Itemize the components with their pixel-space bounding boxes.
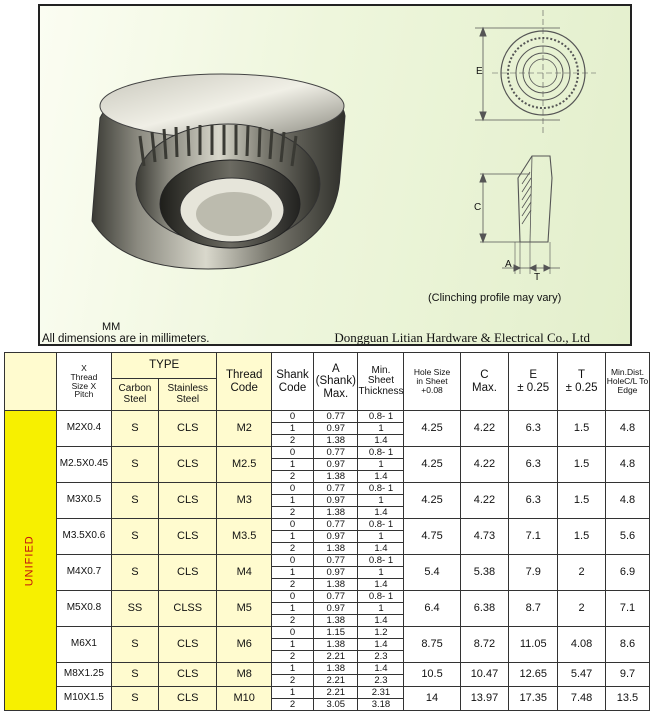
shank-a-cell: 0.97	[314, 495, 358, 507]
stainless-steel-cell: CLS	[159, 555, 217, 591]
shank-code-cell: 2	[271, 651, 313, 663]
c-max-cell: 4.22	[460, 447, 509, 483]
carbon-steel-cell: S	[111, 519, 158, 555]
header-a: A (Shank) Max.	[314, 353, 358, 411]
shank-a-cell: 0.97	[314, 423, 358, 435]
thread-size-cell: M4X0.7	[57, 555, 112, 591]
shank-a-cell: 0.97	[314, 459, 358, 471]
header-c: C Max.	[460, 353, 509, 411]
header-min-dist: Min.Dist. HoleC/L To Edge	[605, 353, 649, 411]
stainless-steel-cell: CLSS	[159, 591, 217, 627]
shank-code-cell: 0	[271, 483, 313, 495]
min-sheet-cell: 0.8- 1	[358, 447, 404, 459]
unified-side-label	[5, 411, 57, 711]
shank-a-cell: 0.77	[314, 411, 358, 423]
thread-size-cell: M2.5X0.45	[57, 447, 112, 483]
table-row	[5, 483, 650, 495]
stainless-steel-cell: CLS	[159, 687, 217, 711]
thread-code-cell: M5	[217, 591, 271, 627]
table-row	[5, 687, 650, 699]
units-note: All dimensions are in millimeters.	[42, 333, 210, 345]
shank-a-cell: 2.21	[314, 651, 358, 663]
shank-a-cell: 1.38	[314, 507, 358, 519]
c-max-cell: 13.97	[460, 687, 509, 711]
carbon-steel-cell: S	[111, 687, 158, 711]
shank-code-cell: 1	[271, 603, 313, 615]
thread-size-cell: M10X1.5	[57, 687, 112, 711]
thread-code-cell: M2.5	[217, 447, 271, 483]
hole-size-cell: 10.5	[404, 663, 460, 687]
mm-label: MM	[102, 321, 121, 333]
side-view-drawing	[480, 156, 560, 274]
min-sheet-cell: 2.31	[358, 687, 404, 699]
shank-code-cell: 2	[271, 699, 313, 711]
shank-code-cell: 1	[271, 423, 313, 435]
thread-size-cell: M5X0.8	[57, 591, 112, 627]
thread-size-cell: M3.5X0.6	[57, 519, 112, 555]
min-sheet-cell: 1.4	[358, 507, 404, 519]
table-row	[5, 411, 650, 423]
e-cell: 6.3	[509, 483, 558, 519]
header-shank-code: Shank Code	[271, 353, 313, 411]
thread-code-cell: M8	[217, 663, 271, 687]
shank-code-cell: 1	[271, 663, 313, 675]
t-cell: 1.5	[558, 483, 606, 519]
min-sheet-cell: 2.3	[358, 651, 404, 663]
thread-code-cell: M6	[217, 627, 271, 663]
min-sheet-cell: 1.4	[358, 543, 404, 555]
dim-label-c: C	[474, 202, 482, 213]
min-sheet-cell: 1	[358, 531, 404, 543]
carbon-steel-cell: S	[111, 663, 158, 687]
shank-a-cell: 1.38	[314, 579, 358, 591]
min-dist-cell: 4.8	[605, 411, 649, 447]
c-max-cell: 5.38	[460, 555, 509, 591]
stainless-steel-cell: CLS	[159, 447, 217, 483]
e-cell: 12.65	[509, 663, 558, 687]
header-type: TYPE	[111, 353, 217, 379]
min-sheet-cell: 1	[358, 423, 404, 435]
table-row	[5, 447, 650, 459]
min-dist-cell: 5.6	[605, 519, 649, 555]
shank-a-cell: 2.21	[314, 687, 358, 699]
shank-a-cell: 0.77	[314, 447, 358, 459]
shank-code-cell: 1	[271, 687, 313, 699]
unified-label-text: UNIFIED	[23, 534, 36, 586]
shank-a-cell: 1.38	[314, 471, 358, 483]
hole-size-cell: 4.25	[404, 411, 460, 447]
table-row	[5, 591, 650, 603]
shank-code-cell: 1	[271, 639, 313, 651]
table-row	[5, 663, 650, 675]
header-min-sheet: Min. Sheet Thickness	[358, 353, 404, 411]
top-view-drawing	[475, 10, 596, 134]
min-dist-cell: 13.5	[605, 687, 649, 711]
header-stainless-steel: Stainless Steel	[159, 379, 217, 411]
min-sheet-cell: 0.8- 1	[358, 591, 404, 603]
hole-size-cell: 4.75	[404, 519, 460, 555]
shank-a-cell: 1.38	[314, 543, 358, 555]
carbon-steel-cell: SS	[111, 591, 158, 627]
min-sheet-cell: 1	[358, 459, 404, 471]
shank-code-cell: 2	[271, 675, 313, 687]
t-cell: 1.5	[558, 447, 606, 483]
carbon-steel-cell: S	[111, 627, 158, 663]
min-sheet-cell: 1	[358, 567, 404, 579]
shank-a-cell: 0.77	[314, 555, 358, 567]
stainless-steel-cell: CLS	[159, 627, 217, 663]
shank-a-cell: 0.97	[314, 603, 358, 615]
dim-label-t: T	[534, 272, 541, 283]
c-max-cell: 4.73	[460, 519, 509, 555]
table-row	[5, 519, 650, 531]
shank-code-cell: 1	[271, 459, 313, 471]
side-header-blank	[5, 353, 57, 411]
t-cell: 7.48	[558, 687, 606, 711]
shank-code-cell: 2	[271, 579, 313, 591]
hole-size-cell: 14	[404, 687, 460, 711]
shank-code-cell: 1	[271, 495, 313, 507]
shank-code-cell: 0	[271, 627, 313, 639]
shank-a-cell: 1.38	[314, 435, 358, 447]
e-cell: 6.3	[509, 447, 558, 483]
carbon-steel-cell: S	[111, 483, 158, 519]
min-dist-cell: 6.9	[605, 555, 649, 591]
t-cell: 1.5	[558, 411, 606, 447]
e-cell: 8.7	[509, 591, 558, 627]
stainless-steel-cell: CLS	[159, 663, 217, 687]
min-sheet-cell: 3.18	[358, 699, 404, 711]
min-sheet-cell: 0.8- 1	[358, 411, 404, 423]
e-cell: 6.3	[509, 411, 558, 447]
dim-label-a: A	[505, 259, 512, 270]
min-dist-cell: 9.7	[605, 663, 649, 687]
t-cell: 4.08	[558, 627, 606, 663]
hole-size-cell: 4.25	[404, 483, 460, 519]
shank-a-cell: 1.38	[314, 663, 358, 675]
min-sheet-cell: 1.4	[358, 579, 404, 591]
c-max-cell: 10.47	[460, 663, 509, 687]
shank-a-cell: 3.05	[314, 699, 358, 711]
t-cell: 5.47	[558, 663, 606, 687]
thread-size-cell: M3X0.5	[57, 483, 112, 519]
spec-table	[4, 352, 650, 711]
carbon-steel-cell: S	[111, 447, 158, 483]
c-max-cell: 4.22	[460, 411, 509, 447]
thread-code-cell: M3	[217, 483, 271, 519]
shank-a-cell: 1.15	[314, 627, 358, 639]
thread-size-cell: M2X0.4	[57, 411, 112, 447]
header-thread-code: Thread Code	[217, 353, 271, 411]
min-dist-cell: 4.8	[605, 447, 649, 483]
e-cell: 17.35	[509, 687, 558, 711]
min-sheet-cell: 1.4	[358, 471, 404, 483]
shank-code-cell: 2	[271, 507, 313, 519]
nut-photo	[92, 74, 345, 269]
stainless-steel-cell: CLS	[159, 519, 217, 555]
t-cell: 1.5	[558, 519, 606, 555]
e-cell: 7.9	[509, 555, 558, 591]
carbon-steel-cell: S	[111, 555, 158, 591]
shank-code-cell: 2	[271, 615, 313, 627]
header-hole-size: Hole Size in Sheet +0.08	[404, 353, 460, 411]
min-sheet-cell: 1.4	[358, 639, 404, 651]
min-sheet-cell: 1.2	[358, 627, 404, 639]
stainless-steel-cell: CLS	[159, 411, 217, 447]
hole-size-cell: 6.4	[404, 591, 460, 627]
min-sheet-cell: 1	[358, 603, 404, 615]
shank-a-cell: 1.38	[314, 639, 358, 651]
shank-code-cell: 0	[271, 555, 313, 567]
t-cell: 2	[558, 555, 606, 591]
shank-a-cell: 0.77	[314, 483, 358, 495]
header-t: T ± 0.25	[558, 353, 606, 411]
profile-note: (Clinching profile may vary)	[428, 292, 562, 304]
thread-size-cell: M6X1	[57, 627, 112, 663]
c-max-cell: 4.22	[460, 483, 509, 519]
t-cell: 2	[558, 591, 606, 627]
company-name: Dongguan Litian Hardware & Electrical Co., Ltd	[334, 330, 590, 345]
c-max-cell: 8.72	[460, 627, 509, 663]
shank-a-cell: 2.21	[314, 675, 358, 687]
min-sheet-cell: 2.3	[358, 675, 404, 687]
shank-a-cell: 0.77	[314, 519, 358, 531]
min-sheet-cell: 0.8- 1	[358, 555, 404, 567]
hole-size-cell: 8.75	[404, 627, 460, 663]
shank-code-cell: 0	[271, 447, 313, 459]
shank-code-cell: 1	[271, 567, 313, 579]
table-row	[5, 555, 650, 567]
shank-code-cell: 2	[271, 543, 313, 555]
e-cell: 11.05	[509, 627, 558, 663]
thread-code-cell: M3.5	[217, 519, 271, 555]
min-dist-cell: 7.1	[605, 591, 649, 627]
hole-size-cell: 4.25	[404, 447, 460, 483]
header-carbon-steel: Carbon Steel	[111, 379, 158, 411]
shank-code-cell: 0	[271, 591, 313, 603]
shank-a-cell: 0.97	[314, 531, 358, 543]
shank-code-cell: 2	[271, 471, 313, 483]
min-sheet-cell: 0.8- 1	[358, 519, 404, 531]
stainless-steel-cell: CLS	[159, 483, 217, 519]
shank-code-cell: 2	[271, 435, 313, 447]
shank-code-cell: 1	[271, 531, 313, 543]
carbon-steel-cell: S	[111, 411, 158, 447]
shank-code-cell: 0	[271, 411, 313, 423]
product-figure	[38, 4, 632, 346]
min-sheet-cell: 0.8- 1	[358, 483, 404, 495]
shank-a-cell: 0.97	[314, 567, 358, 579]
hole-size-cell: 5.4	[404, 555, 460, 591]
shank-a-cell: 1.38	[314, 615, 358, 627]
thread-code-cell: M10	[217, 687, 271, 711]
min-dist-cell: 8.6	[605, 627, 649, 663]
shank-code-cell: 0	[271, 519, 313, 531]
thread-code-cell: M2	[217, 411, 271, 447]
min-sheet-cell: 1	[358, 495, 404, 507]
header-thread-size: X Thread Size X Pitch	[57, 353, 112, 411]
thread-size-cell: M8X1.25	[57, 663, 112, 687]
min-sheet-cell: 1.4	[358, 435, 404, 447]
shank-a-cell: 0.77	[314, 591, 358, 603]
min-dist-cell: 4.8	[605, 483, 649, 519]
table-row	[5, 627, 650, 639]
c-max-cell: 6.38	[460, 591, 509, 627]
thread-code-cell: M4	[217, 555, 271, 591]
e-cell: 7.1	[509, 519, 558, 555]
header-e: E ± 0.25	[509, 353, 558, 411]
min-sheet-cell: 1.4	[358, 663, 404, 675]
header-row	[5, 353, 650, 379]
min-sheet-cell: 1.4	[358, 615, 404, 627]
dim-label-e: E	[476, 66, 483, 77]
